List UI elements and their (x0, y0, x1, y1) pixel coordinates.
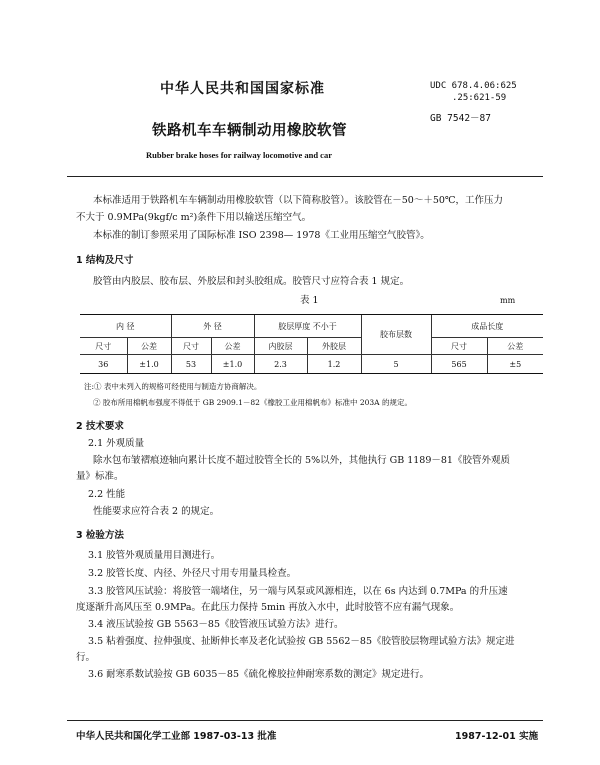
dimensions-table (80, 314, 543, 374)
section-3-item: 3.1 胶管外观质量用目测进行。 (88, 550, 221, 561)
document-title-en: Rubber brake hoses for railway locomotive and car (146, 150, 332, 160)
section-3-item: 3.3 胶管风压试验：将胶管一端堵住，另一端与风泵或风源相连，以在 6s 内达到 0.7MPa 的升压速 (88, 586, 508, 597)
gb-code: GB 7542－87 (430, 113, 491, 124)
approval-note: 中华人民共和国化学工业部 1987-03-13 批准 (76, 731, 277, 742)
table-cell: 2.3 (254, 355, 307, 374)
section-3-heading: 3 检验方法 (76, 530, 124, 541)
subheader-cell: 公差 (211, 338, 254, 355)
table-note-2: ② 胶布所用棉帆布强度不得低于 GB 2909.1－82《橡胶工业用棉帆布》标准中 203A 的规定。 (93, 398, 412, 407)
udc-code-line1: UDC 678.4.06:625 (430, 81, 517, 91)
table-cell: ±1.0 (127, 355, 171, 374)
footer-divider (67, 720, 543, 721)
section-2-1-text-line1: 除水包布皱褶痕迹轴向累计长度不超过胶管全长的 5%以外，其他执行 GB 1189－81《胶管外观质 (93, 455, 510, 466)
table-1-unit: mm (500, 296, 516, 305)
udc-code-line2: .25:621-59 (452, 93, 507, 103)
section-2-2-text: 性能要求应符合表 2 的规定。 (93, 506, 220, 517)
section-3-item: 3.6 耐寒系数试验按 GB 6035－85《硫化橡胶拉伸耐寒系数的测定》规定进行。 (88, 669, 430, 680)
intro-paragraph-2: 本标准的制订参照采用了国际标准 ISO 2398— 1978《工业用压缩空气胶管》。 (93, 230, 430, 241)
subheader-cell: 内胶层 (254, 338, 307, 355)
table-note-1: 注:① 表中未列入的规格可经使用与制造方协商解决。 (84, 382, 262, 391)
subheader-cell: 公差 (487, 338, 543, 355)
header-outer-diameter: 外 径 (171, 315, 254, 338)
section-2-heading: 2 技术要求 (76, 421, 124, 432)
table-cell: 53 (171, 355, 211, 374)
table-cell: ±5 (487, 355, 543, 374)
table-cell: 565 (431, 355, 487, 374)
subheader-cell: 外胶层 (307, 338, 361, 355)
subheader-cell: 公差 (127, 338, 171, 355)
section-1-heading: 1 结构及尺寸 (76, 255, 134, 266)
section-1-text: 胶管由内胶层、胶布层、外胶层和封头胶组成。胶管尺寸应符合表 1 规定。 (93, 276, 410, 287)
section-3-item: 3.2 胶管长度、内径、外径尺寸用专用量具检查。 (88, 568, 297, 579)
header-inner-diameter: 内 径 (80, 315, 171, 338)
header-layer-thickness: 胶层厚度 不小于 (254, 315, 361, 338)
national-standard-heading: 中华人民共和国国家标准 (160, 81, 325, 97)
effective-date: 1987-12-01 实施 (455, 731, 539, 742)
table-cell: ±1.0 (211, 355, 254, 374)
header-fabric-plies: 胶布层数 (361, 315, 431, 355)
section-3-item: 行。 (76, 652, 96, 663)
document-title-zh: 铁路机车车辆制动用橡胶软管 (152, 123, 347, 139)
intro-paragraph-line2: 不大于 0.9MPa(9kgf/c m²)条件下用以输送压缩空气。 (76, 212, 312, 223)
section-2-1-heading: 2.1 外观质量 (88, 438, 145, 449)
table-cell: 36 (80, 355, 127, 374)
header-finished-length: 成品长度 (431, 315, 543, 338)
table-cell: 5 (361, 355, 431, 374)
section-2-1-text-line2: 量》标准。 (76, 471, 124, 482)
subheader-cell: 尺寸 (431, 338, 487, 355)
header-divider (67, 176, 543, 177)
table-cell: 1.2 (307, 355, 361, 374)
section-2-2-heading: 2.2 性能 (88, 489, 126, 500)
subheader-cell: 尺寸 (171, 338, 211, 355)
intro-paragraph-line1: 本标准适用于铁路机车车辆制动用橡胶软管（以下简称胶管）。该胶管在－50～＋50℃，工作压力 (93, 195, 504, 206)
section-3-item: 3.5 粘着强度、拉伸强度、扯断伸长率及老化试验按 GB 5562－85《胶管胶层物理试验方法》规定进 (88, 636, 515, 647)
subheader-cell: 尺寸 (80, 338, 127, 355)
section-3-item: 度逐渐升高风压至 0.9MPa。在此压力保持 5min 再放入水中，此时胶管不应有漏气现象。 (76, 602, 460, 613)
table-1-caption: 表 1 (300, 295, 319, 306)
section-3-item: 3.4 液压试验按 GB 5563－85《胶管液压试验方法》进行。 (88, 619, 344, 630)
